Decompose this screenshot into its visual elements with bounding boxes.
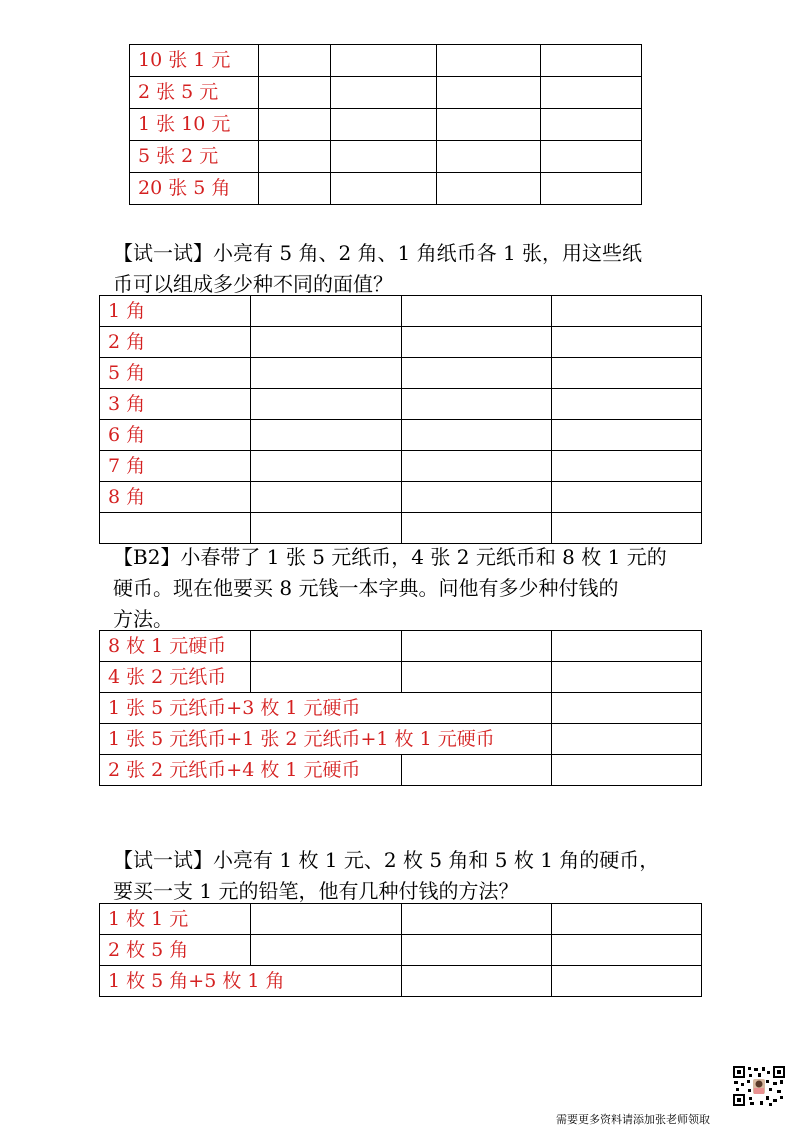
table-cell — [100, 513, 251, 544]
question-line: 方法。 — [113, 607, 173, 631]
table-row — [100, 662, 702, 693]
money-table-1 — [129, 44, 642, 205]
money-table-4 — [99, 903, 702, 997]
question-line: 【试一试】小亮有 5 角、2 角、1 角纸币各 1 张，用这些纸 — [113, 241, 643, 265]
table-cell: 2 枚 5 角 — [100, 935, 251, 966]
question-line: 币可以组成多少种不同的面值？ — [113, 272, 393, 296]
table-cell: 8 角 — [100, 482, 251, 513]
table-cell: 8 枚 1 元硬币 — [100, 631, 251, 662]
table-cell: 1 枚 5 角+5 枚 1 角 — [100, 966, 402, 997]
table-cell: 4 张 2 元纸币 — [100, 662, 251, 693]
table-cell: 20 张 5 角 — [130, 173, 259, 205]
table-row — [100, 327, 702, 358]
question-try-2 — [113, 845, 659, 907]
table-cell: 1 角 — [100, 296, 251, 327]
table-cell: 3 角 — [100, 389, 251, 420]
table-cell: 6 角 — [100, 420, 251, 451]
table-cell: 1 张 10 元 — [130, 109, 259, 141]
table-row — [100, 358, 702, 389]
table-row — [100, 451, 702, 482]
table-cell: 5 张 2 元 — [130, 141, 259, 173]
table-cell: 1 张 5 元纸币+1 张 2 元纸币+1 枚 1 元硬币 — [100, 724, 552, 755]
qr-code-icon — [733, 1066, 785, 1106]
table-cell: 2 张 5 元 — [130, 77, 259, 109]
table-row — [100, 296, 702, 327]
question-line: 【B2】小春带了 1 张 5 元纸币，4 张 2 元纸币和 8 枚 1 元的 — [113, 545, 667, 569]
table-cell: 5 角 — [100, 358, 251, 389]
table-row — [130, 109, 642, 141]
question-try-1 — [113, 238, 642, 300]
table-row — [130, 45, 642, 77]
money-table-2 — [99, 295, 702, 544]
question-line: 硬币。现在他要买 8 元钱一本字典。问他有多少种付钱的 — [113, 576, 619, 600]
footer-note: 需要更多资料请添加张老师领取 — [556, 1113, 710, 1126]
table-cell: 2 张 2 元纸币+4 枚 1 元硬币 — [100, 755, 402, 786]
table-row — [130, 173, 642, 205]
question-b2 — [113, 542, 667, 635]
table-row — [130, 77, 642, 109]
table-row — [100, 904, 702, 935]
table-cell: 7 角 — [100, 451, 251, 482]
table-cell: 1 张 5 元纸币+3 枚 1 元硬币 — [100, 693, 552, 724]
table-row — [100, 420, 702, 451]
table-row — [100, 389, 702, 420]
table-row — [100, 631, 702, 662]
table-row — [100, 693, 702, 724]
table-row — [130, 141, 642, 173]
money-table-3 — [99, 630, 702, 786]
table-row — [100, 482, 702, 513]
table-row — [100, 935, 702, 966]
table-row — [100, 724, 702, 755]
table-cell: 10 张 1 元 — [130, 45, 259, 77]
question-line: 【试一试】小亮有 1 枚 1 元、2 枚 5 角和 5 枚 1 角的硬币， — [113, 848, 660, 872]
table-cell: 1 枚 1 元 — [100, 904, 251, 935]
table-cell: 2 角 — [100, 327, 251, 358]
question-line: 要买一支 1 元的铅笔，他有几种付钱的方法？ — [113, 879, 519, 903]
table-row — [100, 755, 702, 786]
table-row — [100, 966, 702, 997]
table-row — [100, 513, 702, 544]
